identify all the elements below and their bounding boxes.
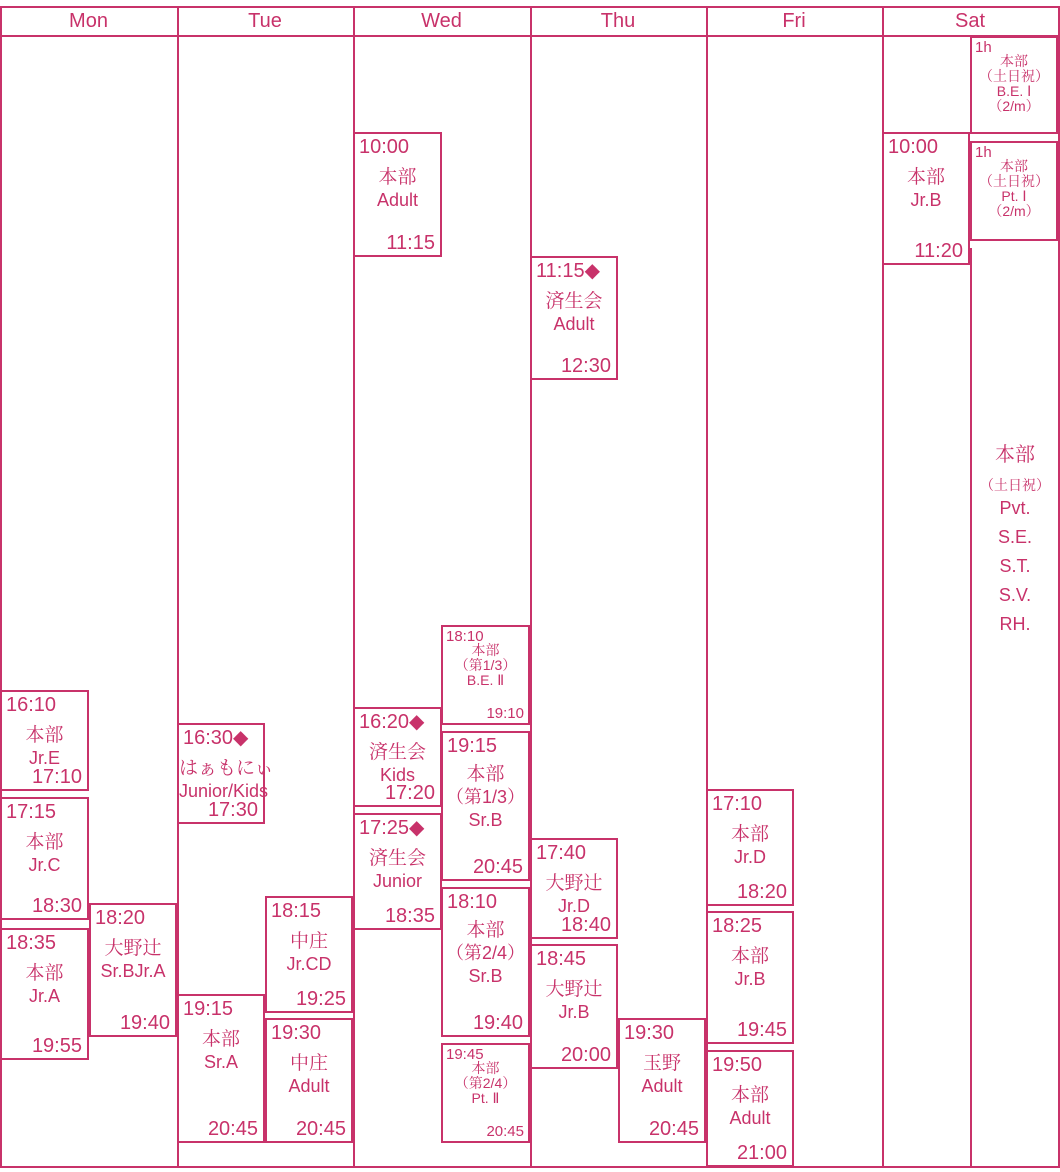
session-block-wed[interactable]	[441, 1043, 530, 1143]
end-time: 19:10	[486, 705, 524, 722]
session-label-line: Sr.A	[203, 1052, 238, 1072]
session-block-tue[interactable]	[265, 896, 353, 1013]
day-header-thu: Thu	[600, 10, 636, 32]
session-label-line: 本部	[466, 764, 505, 785]
session-label-line: Jr.E	[28, 748, 60, 768]
end-time: 17:20	[384, 782, 435, 804]
session-label-line: Jr.D	[733, 847, 766, 867]
session-label-line: Kids	[379, 765, 415, 785]
session-block-wed[interactable]	[441, 887, 530, 1037]
start-time: 18:45	[536, 948, 587, 970]
session-label-line: 済生会	[545, 291, 603, 312]
session-label-line: （土日祝）	[979, 173, 1049, 189]
session-label-line: 大野辻	[545, 873, 603, 894]
start-time: 18:10	[447, 891, 498, 913]
session-label-line: 本部	[730, 1085, 769, 1106]
start-time: 17:25◆	[359, 817, 425, 839]
start-time: 18:25	[712, 915, 763, 937]
end-time: 18:35	[384, 905, 435, 927]
day-header-fri: Fri	[782, 10, 806, 32]
day-header-mon: Mon	[69, 10, 108, 32]
end-time: 20:45	[207, 1118, 258, 1140]
start-time: 1h	[975, 39, 992, 56]
day-header-sat: Sat	[954, 10, 986, 32]
sat-allday-line: （土日祝）	[980, 477, 1050, 493]
end-time: 21:00	[736, 1142, 787, 1164]
session-block-thu[interactable]	[618, 1018, 706, 1143]
start-time: 19:45	[446, 1046, 484, 1063]
session-block-wed[interactable]	[353, 813, 442, 930]
start-time: 10:00	[888, 136, 939, 158]
session-label-line: （土日祝）	[979, 68, 1049, 84]
session-block-sat[interactable]	[882, 132, 970, 265]
session-label-line: 中庄	[289, 931, 328, 952]
sat-allday-line: S.T.	[999, 556, 1031, 576]
end-time: 18:40	[560, 914, 611, 936]
session-label-line: 本部	[1000, 53, 1028, 69]
session-block-tue[interactable]	[265, 1018, 353, 1143]
session-block-wed[interactable]	[441, 625, 530, 725]
session-label-line: 本部	[378, 167, 417, 188]
end-time: 17:30	[207, 799, 258, 821]
end-time: 11:15	[386, 232, 435, 254]
session-block-thu[interactable]	[530, 256, 618, 380]
session-label-line: はぁもにぃ	[179, 758, 274, 779]
end-time: 12:30	[560, 355, 611, 377]
session-label-line: 中庄	[289, 1053, 328, 1074]
start-time: 19:15	[183, 998, 234, 1020]
start-time: 19:15	[447, 735, 498, 757]
start-time: 18:15	[271, 900, 322, 922]
session-block-fri[interactable]	[706, 789, 794, 906]
start-time: 16:10	[6, 694, 57, 716]
session-label-line: Jr.CD	[286, 954, 332, 974]
session-label-line: 玉野	[642, 1053, 681, 1074]
end-time: 20:45	[472, 856, 523, 878]
session-label-line: Adult	[729, 1108, 771, 1128]
start-time: 17:10	[712, 793, 763, 815]
sat-allday-line: RH.	[999, 614, 1031, 634]
session-label-line: Jr.C	[28, 855, 61, 875]
sat-allday-line: Pvt.	[999, 498, 1031, 518]
session-block-mon[interactable]	[0, 797, 89, 920]
end-time: 20:45	[648, 1118, 699, 1140]
sat-allday-line: 本部	[995, 444, 1035, 466]
session-label-line: Adult	[376, 190, 419, 210]
session-label-line: 本部	[201, 1029, 240, 1050]
session-label-line: 本部	[25, 963, 64, 984]
session-block-sat[interactable]	[970, 141, 1058, 241]
session-label-line: Jr.D	[557, 896, 590, 916]
session-label-line: Jr.A	[28, 986, 60, 1006]
session-label-line: Sr.B	[468, 810, 503, 830]
session-block-fri[interactable]	[706, 1050, 794, 1167]
end-time: 19:40	[119, 1012, 170, 1034]
session-label-line: 本部	[730, 824, 769, 845]
end-time: 20:00	[560, 1044, 611, 1066]
session-label-line: Jr.B	[734, 969, 766, 989]
sat-allday-line: S.V.	[998, 585, 1032, 605]
start-time: 16:20◆	[359, 711, 425, 733]
end-time: 19:40	[472, 1012, 523, 1034]
session-label-line: 大野辻	[104, 938, 162, 959]
start-time: 19:30	[271, 1022, 322, 1044]
session-label-line: Pt. Ⅱ	[471, 1090, 500, 1106]
day-header-wed: Wed	[421, 10, 462, 32]
session-label-line: Sr.BJr.A	[100, 961, 166, 981]
session-label-line: （第2/4）	[445, 943, 526, 963]
session-block-mon[interactable]	[89, 903, 177, 1037]
session-block-fri[interactable]	[706, 911, 794, 1044]
session-label-line: （第1/3）	[454, 657, 517, 673]
end-time: 17:10	[31, 766, 82, 788]
session-label-line: 本部	[906, 167, 945, 188]
session-label-line: 本部	[25, 725, 64, 746]
session-block-thu[interactable]	[530, 944, 618, 1069]
session-label-line: 大野辻	[545, 979, 603, 1000]
end-time: 20:45	[486, 1123, 524, 1140]
end-time: 18:30	[31, 895, 82, 917]
session-label-line: 本部	[466, 920, 505, 941]
session-label-line: Pt. Ⅰ	[1001, 188, 1027, 204]
session-label-line: Junior/Kids	[179, 781, 269, 801]
end-time: 19:55	[31, 1035, 82, 1057]
session-label-line: （2/m）	[988, 203, 1040, 219]
start-time: 19:30	[624, 1022, 675, 1044]
session-label-line: B.E. Ⅰ	[996, 83, 1032, 99]
start-time: 18:10	[446, 628, 484, 645]
session-block-wed[interactable]	[353, 132, 442, 257]
end-time: 18:20	[736, 881, 787, 903]
session-label-line: B.E. Ⅱ	[466, 672, 505, 688]
end-time: 19:45	[736, 1019, 787, 1041]
session-label-line: 本部	[1000, 158, 1028, 174]
end-time: 19:25	[295, 988, 346, 1010]
session-label-line: Sr.B	[468, 966, 503, 986]
session-label-line: 本部	[25, 832, 64, 853]
session-block-wed[interactable]	[353, 707, 442, 807]
session-label-line: 本部	[471, 1060, 500, 1076]
session-label-line: 済生会	[368, 848, 426, 869]
start-time: 1h	[975, 144, 992, 161]
session-block-mon[interactable]	[0, 690, 89, 791]
session-label-line: Jr.B	[910, 190, 942, 210]
start-time: 16:30◆	[183, 727, 249, 749]
session-block-tue[interactable]	[177, 723, 274, 824]
sat-allday-panel	[970, 248, 1058, 1166]
session-label-line: （第1/3）	[445, 787, 526, 807]
end-time: 20:45	[295, 1118, 346, 1140]
start-time: 10:00	[359, 136, 410, 158]
start-time: 17:40	[536, 842, 587, 864]
start-time: 18:35	[6, 932, 57, 954]
session-block-mon[interactable]	[0, 928, 89, 1060]
start-time: 18:20	[95, 907, 146, 929]
session-block-tue[interactable]	[177, 994, 265, 1143]
session-label-line: 済生会	[368, 742, 426, 763]
session-label-line: （第2/4）	[454, 1075, 517, 1091]
start-time: 19:50	[712, 1054, 763, 1076]
session-label-line: Junior	[372, 871, 423, 891]
session-block-sat[interactable]	[970, 36, 1058, 134]
start-time: 17:15	[6, 801, 57, 823]
session-label-line: Jr.B	[558, 1002, 590, 1022]
session-block-thu[interactable]	[530, 838, 618, 939]
session-block-wed[interactable]	[441, 731, 530, 881]
session-label-line: Adult	[288, 1076, 330, 1096]
start-time: 11:15◆	[536, 260, 600, 282]
session-label-line: 本部	[471, 642, 500, 658]
end-time: 11:20	[914, 240, 963, 262]
day-header-tue: Tue	[248, 10, 282, 32]
session-label-line: Adult	[641, 1076, 683, 1096]
session-label-line: （2/m）	[988, 98, 1040, 114]
sat-allday-line: S.E.	[997, 527, 1032, 547]
session-label-line: 本部	[730, 946, 769, 967]
session-label-line: Adult	[553, 314, 595, 334]
